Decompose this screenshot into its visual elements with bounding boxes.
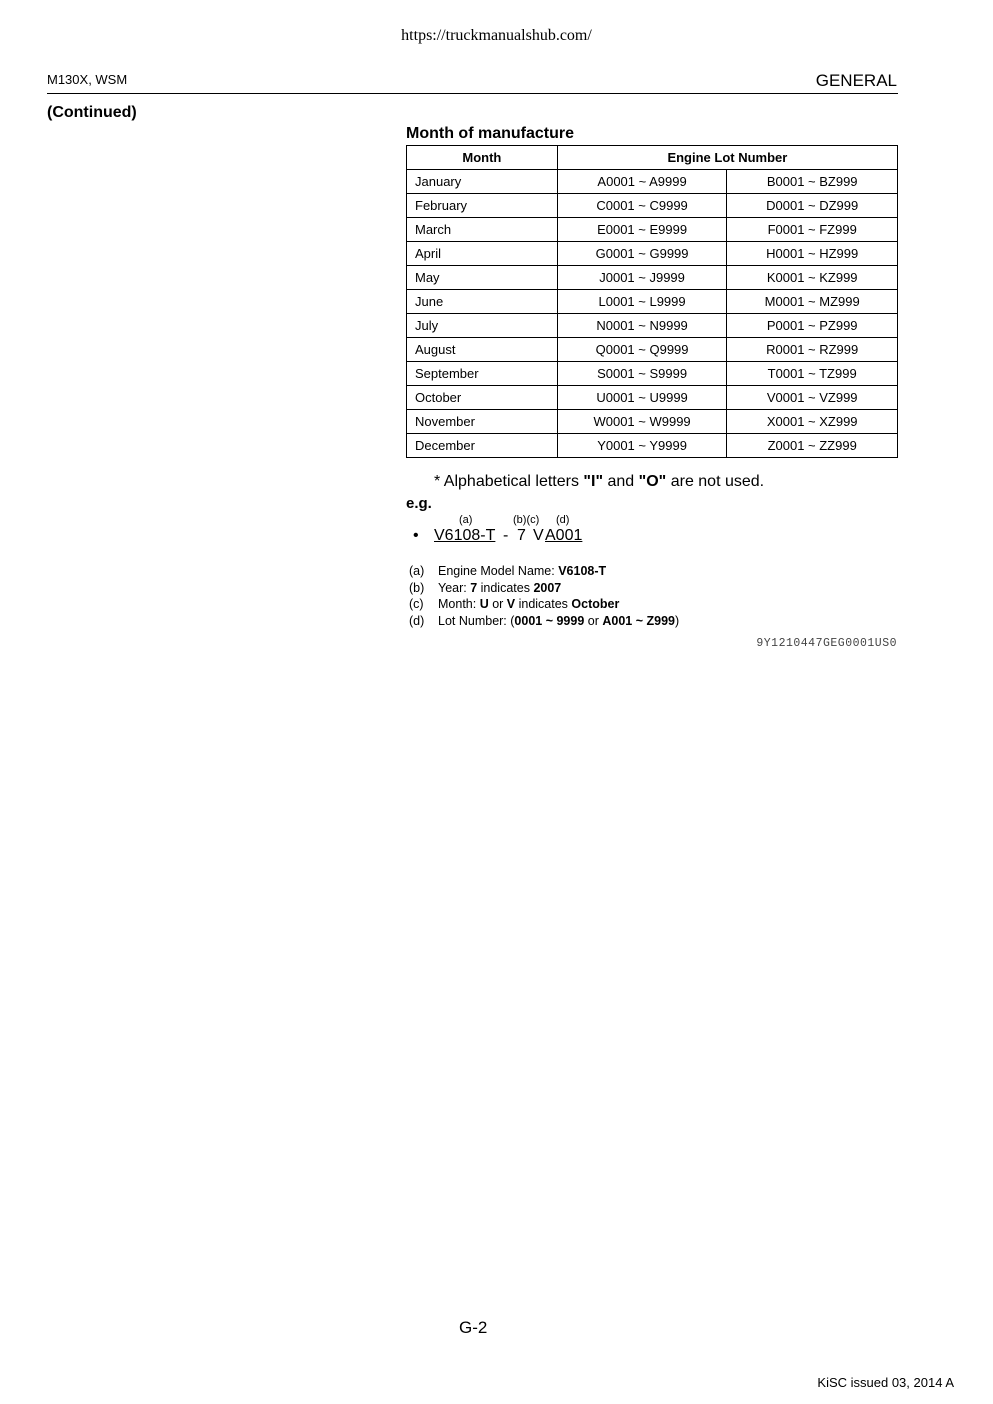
issue-info: KiSC issued 03, 2014 A <box>817 1375 954 1390</box>
note-prefix: * Alphabetical letters <box>434 473 584 490</box>
legend-text: or <box>584 614 603 628</box>
reference-code: 9Y1210447GEG0001US0 <box>756 637 897 650</box>
table-row <box>407 170 898 194</box>
lot-range-1-cell: L0001 ~ L9999 <box>557 290 727 314</box>
lot-range-2-cell: H0001 ~ HZ999 <box>727 242 898 266</box>
legend-value: U <box>479 597 489 611</box>
page-number: G-2 <box>459 1318 488 1337</box>
lot-range-1-cell: Y0001 ~ Y9999 <box>557 434 727 458</box>
lot-range-2-cell: T0001 ~ TZ999 <box>727 362 898 386</box>
example-lot: A001 <box>545 527 583 544</box>
month-cell: March <box>407 218 558 242</box>
example-month: V <box>533 527 544 544</box>
month-cell: December <box>407 434 558 458</box>
table-row <box>407 242 898 266</box>
legend-value: V <box>506 597 516 611</box>
column-header-month: Month <box>407 146 558 170</box>
lot-range-1-cell: W0001 ~ W9999 <box>557 410 727 434</box>
legend-text: Month: <box>438 597 480 611</box>
month-cell: August <box>407 338 558 362</box>
lot-range-2-cell: M0001 ~ MZ999 <box>727 290 898 314</box>
table-header-row <box>407 146 898 170</box>
legend-key: (b) <box>409 581 425 595</box>
legend-item <box>409 614 679 628</box>
lot-range-2-cell: R0001 ~ RZ999 <box>727 338 898 362</box>
table-row <box>407 218 898 242</box>
annotation-a: (a) <box>459 514 473 526</box>
month-cell: October <box>407 386 558 410</box>
lot-range-1-cell: Q0001 ~ Q9999 <box>557 338 727 362</box>
month-cell: November <box>407 410 558 434</box>
legend-text: ) <box>674 614 680 628</box>
legend-value: 0001 ~ 9999 <box>514 614 585 628</box>
lot-range-2-cell: V0001 ~ VZ999 <box>727 386 898 410</box>
lot-range-1-cell: U0001 ~ U9999 <box>557 386 727 410</box>
header-divider <box>47 93 898 94</box>
engine-lot-table <box>406 145 898 458</box>
example-year: 7 <box>517 527 526 544</box>
lot-range-1-cell: A0001 ~ A9999 <box>557 170 727 194</box>
lot-range-2-cell: B0001 ~ BZ999 <box>727 170 898 194</box>
legend-text: indicates <box>515 597 572 611</box>
legend-value: 2007 <box>533 581 562 595</box>
note-suffix: are not used. <box>666 473 765 490</box>
example-bullet: • <box>413 527 419 544</box>
table-row <box>407 314 898 338</box>
legend-key: (d) <box>409 614 425 628</box>
lot-range-2-cell: Z0001 ~ ZZ999 <box>727 434 898 458</box>
section-title: GENERAL <box>815 71 897 90</box>
example-label: e.g. <box>406 495 432 512</box>
legend-key: (c) <box>409 597 424 611</box>
legend-value: 7 <box>470 581 478 595</box>
legend-text: or <box>488 597 507 611</box>
month-cell: February <box>407 194 558 218</box>
example-dash: - <box>503 527 509 544</box>
column-header-engine-lot: Engine Lot Number <box>557 146 897 170</box>
table-row <box>407 410 898 434</box>
table-row <box>407 386 898 410</box>
legend-text: Lot Number: ( <box>438 614 515 628</box>
site-url[interactable]: https://truckmanualshub.com/ <box>401 27 592 44</box>
table-row <box>407 434 898 458</box>
legend-item <box>409 564 606 578</box>
table-row <box>407 194 898 218</box>
legend-item <box>409 597 619 611</box>
lot-range-1-cell: S0001 ~ S9999 <box>557 362 727 386</box>
legend-text: Engine Model Name: <box>438 564 559 578</box>
note-and: and <box>603 473 639 490</box>
document-code: M130X, WSM <box>47 72 128 87</box>
annotation-d: (d) <box>556 514 570 526</box>
legend-key: (a) <box>409 564 425 578</box>
month-cell: May <box>407 266 558 290</box>
lot-range-1-cell: G0001 ~ G9999 <box>557 242 727 266</box>
table-row <box>407 362 898 386</box>
month-cell: January <box>407 170 558 194</box>
lot-range-2-cell: X0001 ~ XZ999 <box>727 410 898 434</box>
example-model: V6108-T <box>434 527 496 544</box>
lot-range-1-cell: N0001 ~ N9999 <box>557 314 727 338</box>
month-cell: July <box>407 314 558 338</box>
lot-range-1-cell: C0001 ~ C9999 <box>557 194 727 218</box>
legend-value: V6108-T <box>558 564 607 578</box>
month-cell: April <box>407 242 558 266</box>
month-cell: September <box>407 362 558 386</box>
lot-range-2-cell: D0001 ~ DZ999 <box>727 194 898 218</box>
continued-label: (Continued) <box>47 104 137 121</box>
note-letter-o: "O" <box>638 473 667 490</box>
table-row <box>407 290 898 314</box>
legend-value: A001 ~ Z999 <box>602 614 675 628</box>
annotation-b-c: (b)(c) <box>513 514 540 526</box>
legend-item <box>409 581 561 595</box>
lot-range-2-cell: P0001 ~ PZ999 <box>727 314 898 338</box>
legend-text: indicates <box>477 581 534 595</box>
note-letter-i: "I" <box>583 473 604 490</box>
month-cell: June <box>407 290 558 314</box>
legend-text: Year: <box>438 581 471 595</box>
legend-value: October <box>571 597 620 611</box>
table-row <box>407 338 898 362</box>
table-title: Month of manufacture <box>406 125 574 142</box>
lot-range-2-cell: K0001 ~ KZ999 <box>727 266 898 290</box>
table-row <box>407 266 898 290</box>
lot-range-1-cell: J0001 ~ J9999 <box>557 266 727 290</box>
footnote <box>434 473 764 491</box>
lot-range-1-cell: E0001 ~ E9999 <box>557 218 727 242</box>
lot-range-2-cell: F0001 ~ FZ999 <box>727 218 898 242</box>
